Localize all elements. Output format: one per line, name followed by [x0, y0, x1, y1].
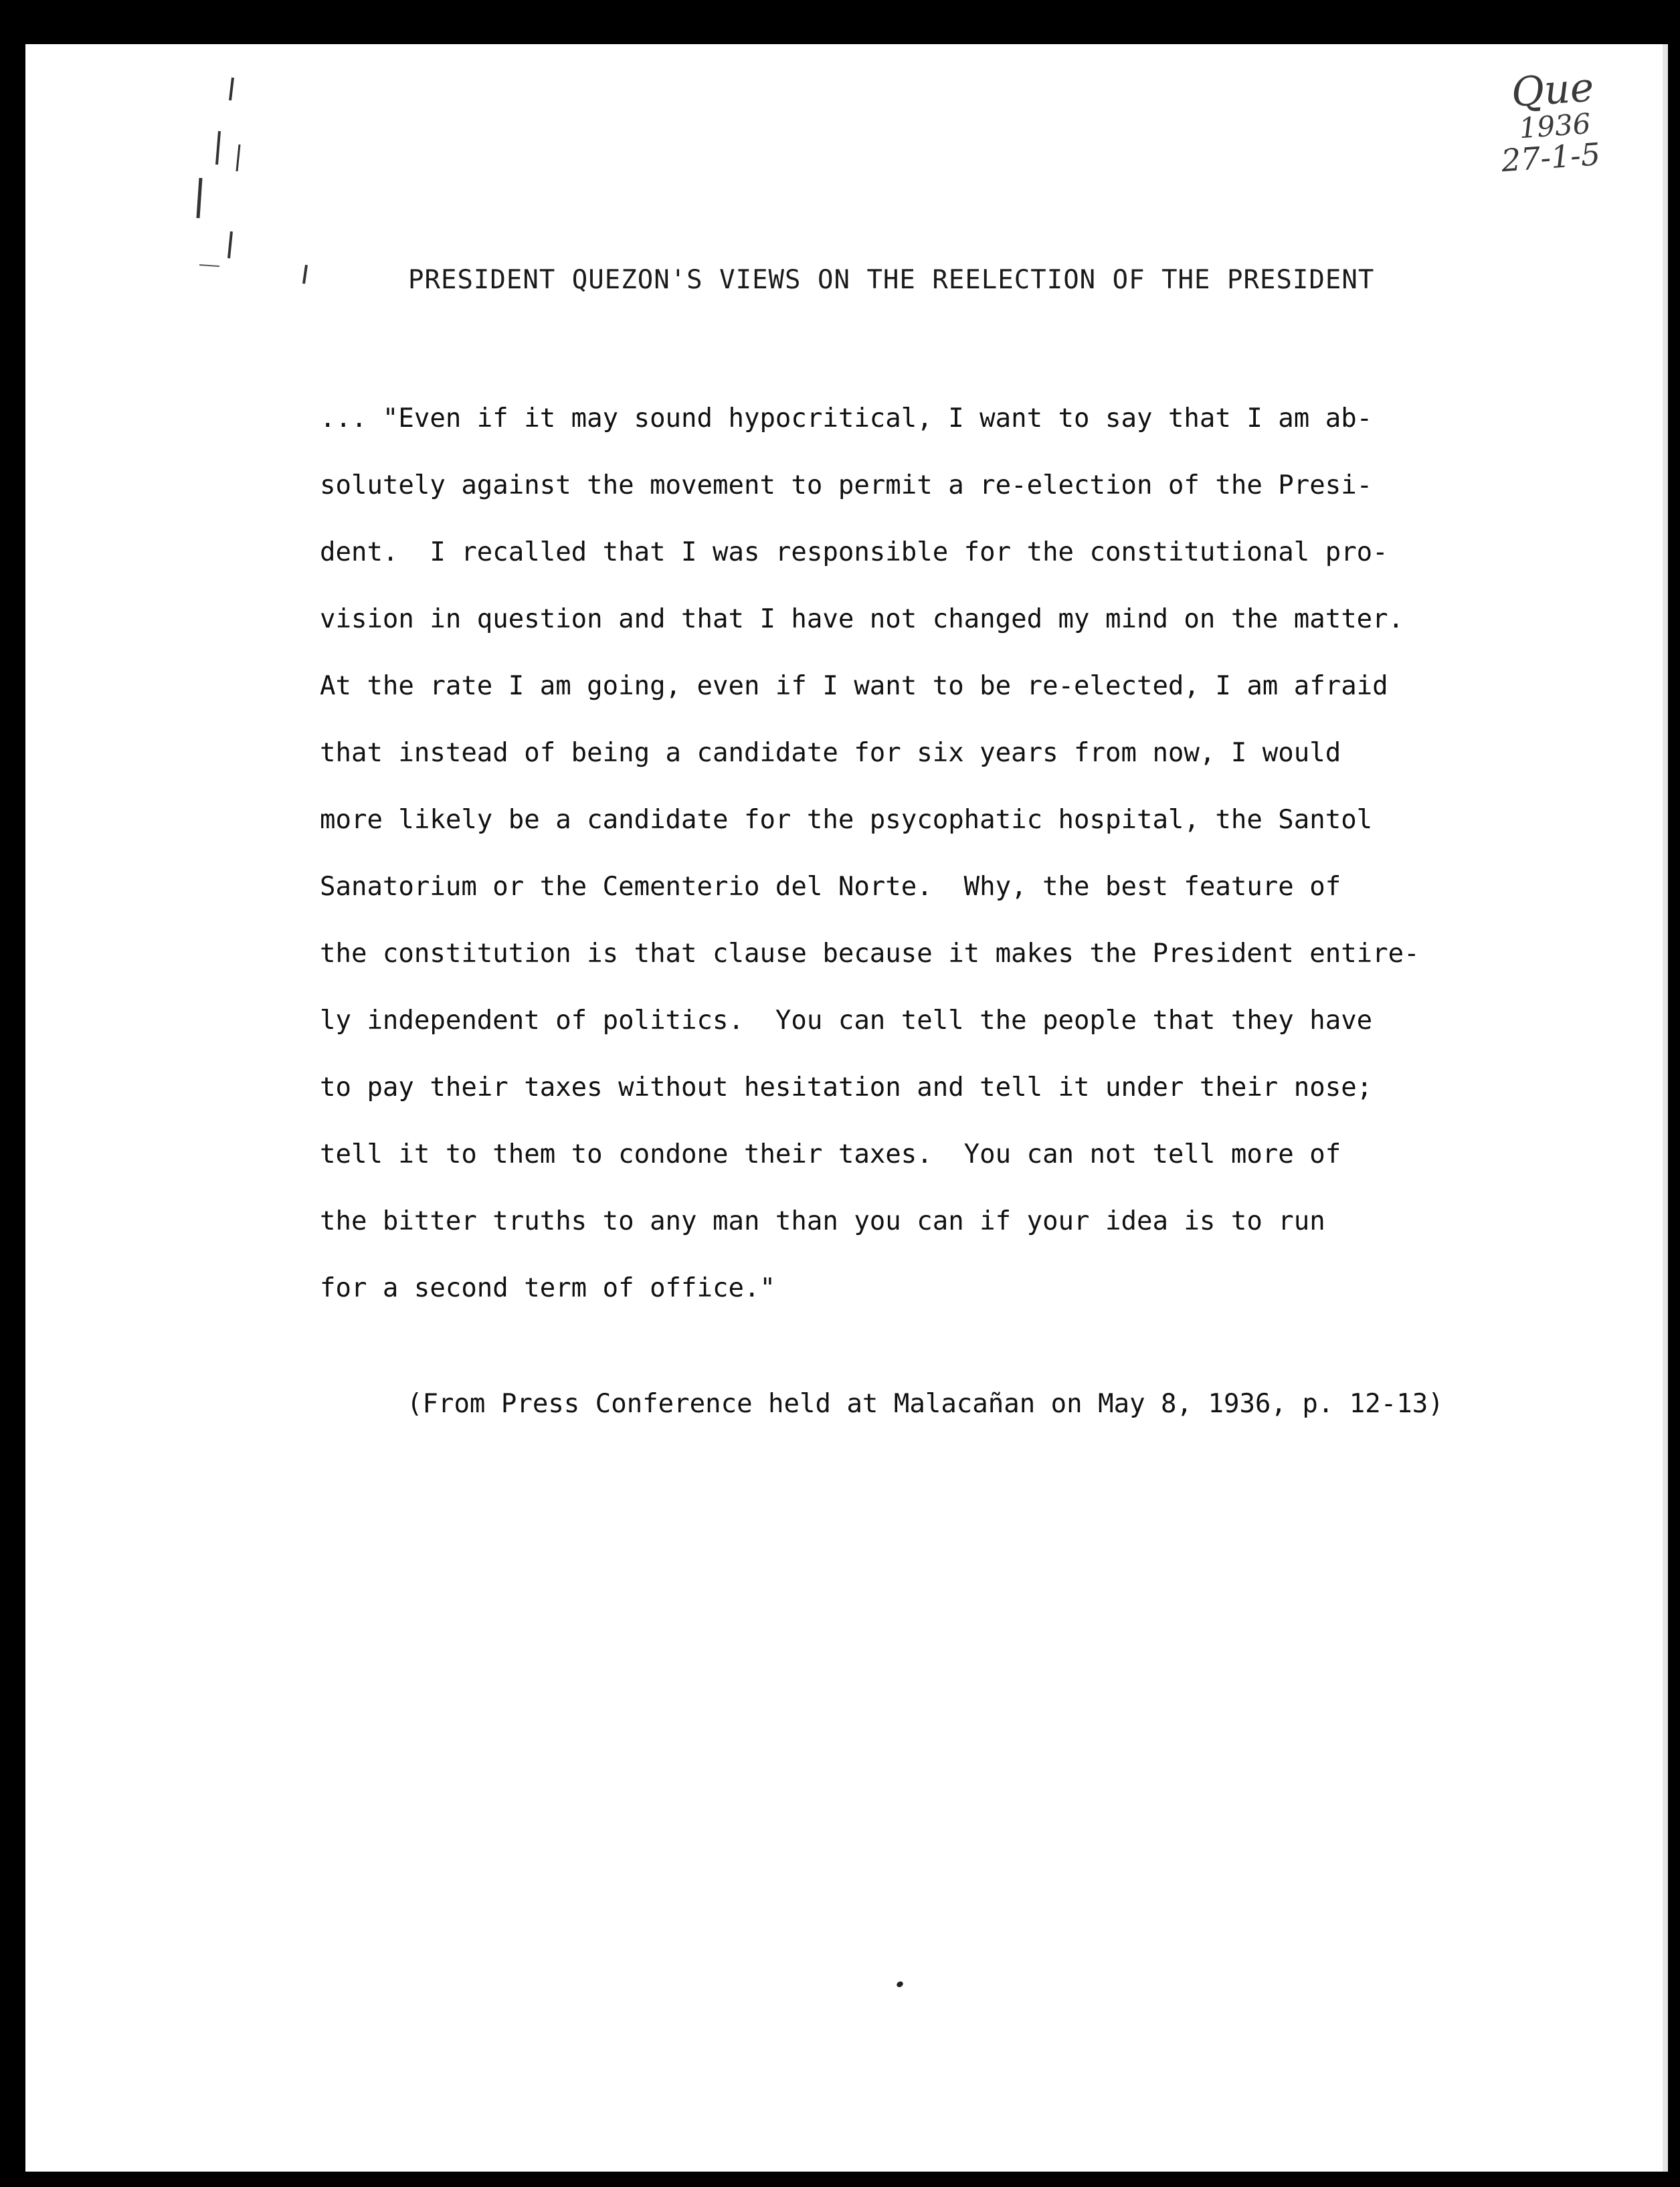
- margin-pencil-marks: [193, 71, 313, 312]
- body-line: that instead of being a candidate for six years from now, I would: [320, 738, 1341, 768]
- body-line: dent. I recalled that I was responsible for the constitutional pro-: [320, 537, 1388, 567]
- body-line: ly independent of politics. You can tell the people that they have: [320, 1006, 1373, 1036]
- ink-speck: [896, 1980, 905, 1988]
- quote-body: [320, 392, 1564, 1329]
- source-citation: (From Press Conference held at Malacañan on May 8, 1936, p. 12-13): [407, 1389, 1444, 1419]
- page-edge: [1663, 44, 1668, 2172]
- body-line: tell it to them to condone their taxes. You can not tell more of: [320, 1139, 1341, 1169]
- body-line: to pay their taxes without hesitation and tell it under their nose;: [320, 1072, 1373, 1103]
- body-line: the bitter truths to any man than you can if your idea is to run: [320, 1206, 1325, 1236]
- annotation-line-3: 27-1-5: [1500, 136, 1602, 179]
- body-line: Sanatorium or the Cementerio del Norte. Why, the best feature of: [320, 872, 1341, 902]
- body-line: At the rate I am going, even if I want to be re-elected, I am afraid: [320, 671, 1388, 701]
- document-page: [25, 44, 1668, 2172]
- annotation-line-2: 1936: [1517, 106, 1592, 145]
- handwritten-annotation: [1483, 62, 1657, 177]
- body-line: vision in question and that I have not changed my mind on the matter.: [320, 604, 1404, 634]
- body-line: for a second term of office.": [320, 1273, 775, 1303]
- document-title: PRESIDENT QUEZON'S VIEWS ON THE REELECTION OF THE PRESIDENT: [408, 265, 1375, 295]
- annotation-line-1: Que: [1509, 64, 1596, 116]
- body-line: the constitution is that clause because it makes the President entire-: [320, 939, 1420, 969]
- body-line: solutely against the movement to permit a re-election of the Presi-: [320, 470, 1373, 500]
- body-line: ... "Even if it may sound hypocritical, I want to say that I am ab-: [320, 403, 1373, 434]
- body-line: more likely be a candidate for the psycophatic hospital, the Santol: [320, 805, 1373, 835]
